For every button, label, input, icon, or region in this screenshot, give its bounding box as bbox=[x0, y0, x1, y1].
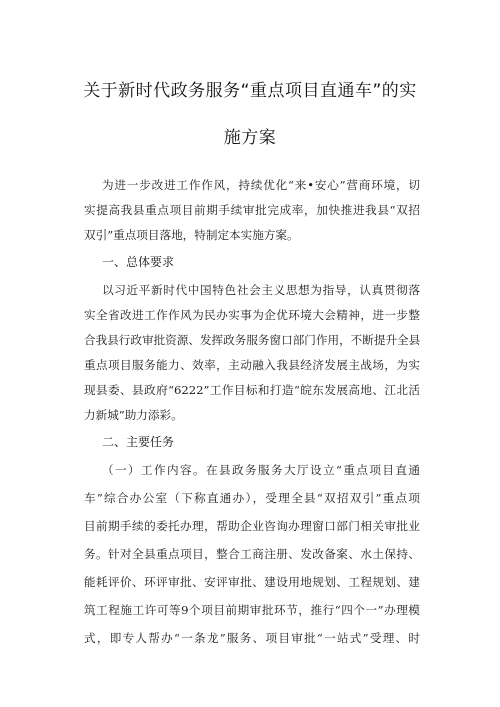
section2-line-2: 车”综合办公室（下称直通办），受理全县“双招双引”重点项 bbox=[84, 491, 420, 505]
intro-line-1: 为进一步改进工作作风，持续优化“来•安心”营商环境，切 bbox=[102, 178, 420, 192]
section2-line-4: 务。针对全县重点项目，整合工商注册、发改备案、水土保持、 bbox=[84, 547, 420, 561]
section1-line-5: 现县委、县政府“6222”工作目标和打造“皖东发展高地、江北活 bbox=[84, 383, 420, 397]
section2-line-1: （一）工作内容。在县政务服务大厅设立“重点项目直通 bbox=[102, 463, 420, 477]
document-title-line-1: 关于新时代政务服务“重点项目直通车”的实 bbox=[83, 81, 417, 101]
section1-line-2: 实全省改进工作作风为民办实事为企优环境大会精神，进一步整 bbox=[84, 308, 420, 322]
document-title-line-2: 施方案 bbox=[223, 128, 277, 148]
section2-line-6: 筑工程施工许可等9个项目前期审批环节，推行“四个一”办理模 bbox=[84, 603, 420, 617]
intro-line-2: 实提高我县重点项目前期手续审批完成率，加快推进我县“双招 bbox=[84, 203, 420, 217]
section2-line-5: 能耗评价、环评审批、安评审批、建设用地规划、工程规划、建 bbox=[84, 575, 420, 589]
section1-line-4: 重点项目服务能力、效率，主动融入我县经济发展主战场，为实 bbox=[84, 358, 420, 372]
section1-line-1: 以习近平新时代中国特色社会主义思想为指导，认真贯彻落 bbox=[102, 283, 420, 297]
section-heading-main-tasks: 二、主要任务 bbox=[102, 435, 175, 449]
section2-line-7: 式，即专人帮办“一条龙”服务、项目审批“一站式”受理、时 bbox=[84, 631, 420, 645]
section-heading-general-requirements: 一、总体要求 bbox=[102, 255, 175, 269]
section1-line-3: 合我县行政审批资源、发挥政务服务窗口部门作用，不断提升全县 bbox=[84, 333, 421, 347]
section2-line-3: 目前期手续的委托办理，帮助企业咨询办理窗口部门相关审批业 bbox=[84, 519, 420, 533]
section1-line-6: 力新城”助力添彩。 bbox=[84, 408, 183, 422]
intro-line-3: 双引”重点项目落地，特制定本实施方案。 bbox=[84, 228, 299, 242]
